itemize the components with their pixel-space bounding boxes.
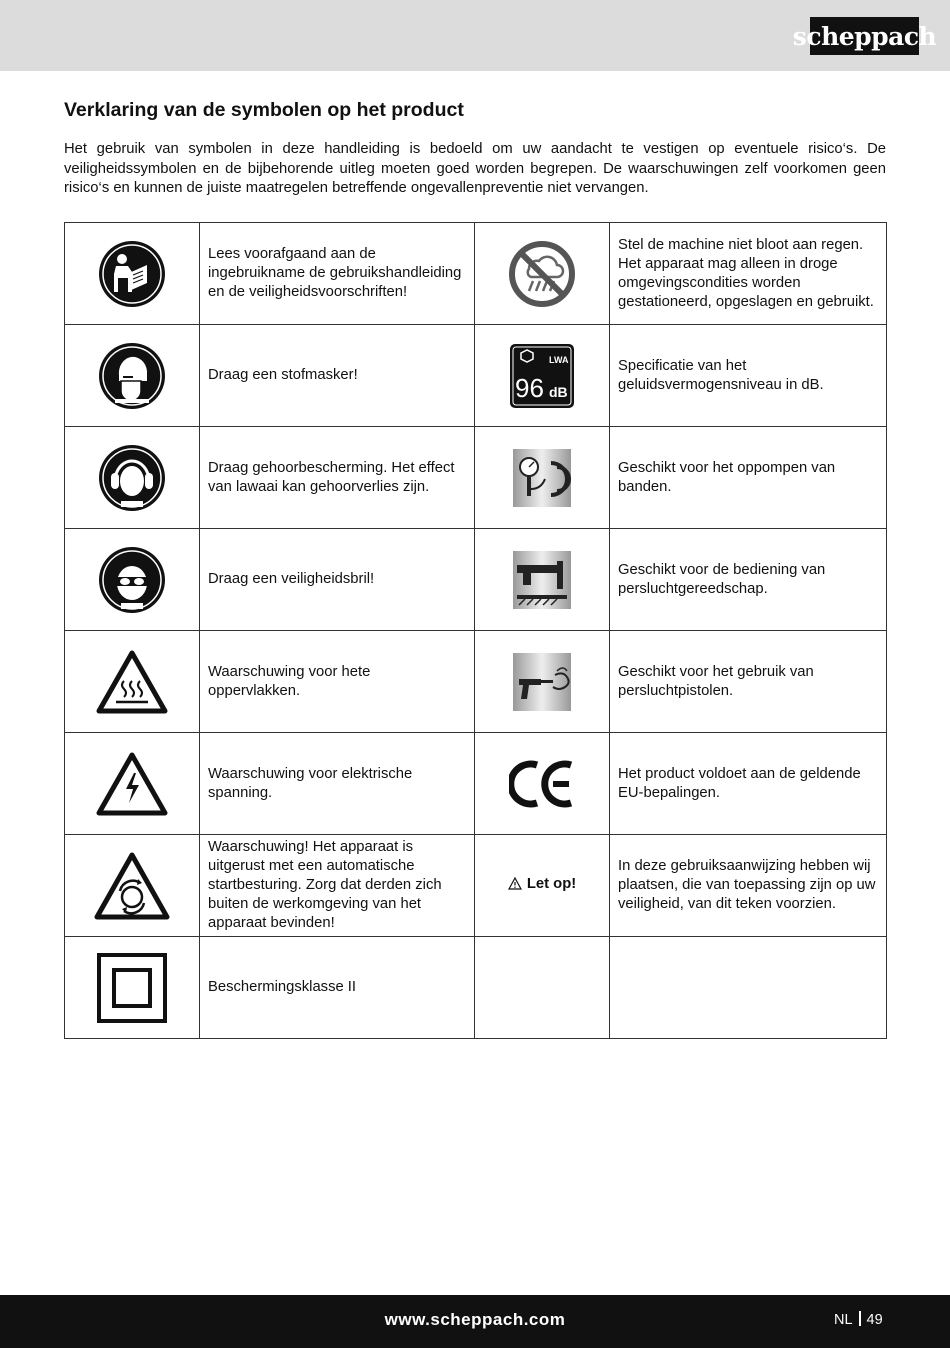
symbol-description: Draag een veiligheidsbril!: [200, 529, 475, 631]
sound-power-value: 96: [515, 372, 544, 403]
page-number: 49: [866, 1312, 883, 1328]
symbol-description: Geschikt voor de bediening van persluchtgereedschap.: [610, 529, 887, 631]
page-separator: [859, 1311, 861, 1326]
electric-voltage-icon: [65, 733, 200, 835]
automatic-start-icon: [65, 835, 200, 937]
symbol-description: Draag een stofmasker!: [200, 325, 475, 427]
symbol-description: Stel de machine niet bloot aan regen. Het apparaat mag alleen in droge omgevingscondities worden gestationeerd, opgeslagen en gebruikt.: [610, 223, 887, 325]
no-rain-icon: [475, 223, 610, 325]
scheppach-logo: scheppach: [810, 17, 919, 55]
table-row: [65, 325, 887, 427]
ce-mark-icon: [475, 733, 610, 835]
air-gun-icon: [475, 631, 610, 733]
symbols-table: [64, 222, 887, 1039]
table-row: [65, 937, 887, 1039]
footer-bar: [0, 1295, 950, 1348]
symbol-description: Lees voorafgaand aan de ingebruikname de gebruikshandleiding en de veiligheidsvoorschriften!: [200, 223, 475, 325]
sound-power-label: LWA: [549, 354, 569, 365]
symbol-description: Specificatie van het geluidsvermogensniveau in dB.: [610, 325, 887, 427]
table-row: [65, 223, 887, 325]
air-tool-icon: [475, 529, 610, 631]
symbol-description: Geschikt voor het oppompen van banden.: [610, 427, 887, 529]
small-warning-triangle-icon: [508, 877, 522, 890]
read-manual-icon: [65, 223, 200, 325]
ear-protection-icon: [65, 427, 200, 529]
page-title: Verklaring van de symbolen op het product: [64, 99, 464, 121]
sound-power-icon: [475, 325, 610, 427]
symbol-description: Waarschuwing! Het apparaat is uitgerust met een automatische startbesturing. Zorg dat derden zich buiten de werkomgeving van het apparaat bevinden!: [200, 835, 475, 937]
dust-mask-icon: [65, 325, 200, 427]
intro-paragraph: Het gebruik van symbolen in deze handleiding is bedoeld om uw aandacht te vestigen op eventuele risico‘s. De veiligheidssymbolen en de bijbehorende uitleg moeten goed worden begrepen. De waarschuwingen zelf voorkomen geen risico‘s en kunnen de juiste maatregelen betreffende ongevallenpreventie niet vervangen.: [64, 141, 886, 196]
symbol-description: In deze gebruiksaanwijzing hebben wij plaatsen, die van toepassing zijn op uw veiligheid, van dit teken voorzien.: [610, 835, 887, 937]
table-row: [65, 733, 887, 835]
table-row: [65, 835, 887, 937]
footer-website-link[interactable]: www.scheppach.com: [384, 1310, 566, 1329]
warning-triangle-icon: [475, 835, 610, 937]
sound-power-unit: dB: [549, 383, 568, 400]
symbol-description: Waarschuwing voor hete oppervlakken.: [200, 631, 475, 733]
empty-cell: [475, 937, 610, 1039]
symbol-description: Het product voldoet aan de geldende EU-bepalingen.: [610, 733, 887, 835]
symbol-description: Beschermingsklasse II: [200, 937, 475, 1039]
symbol-description: Waarschuwing voor elektrische spanning.: [200, 733, 475, 835]
table-row: [65, 631, 887, 733]
tire-inflation-icon: [475, 427, 610, 529]
symbol-description: Geschikt voor het gebruik van persluchtpistolen.: [610, 631, 887, 733]
symbol-description: Draag gehoorbescherming. Het effect van lawaai kan gehoorverlies zijn.: [200, 427, 475, 529]
empty-cell: [610, 937, 887, 1039]
hot-surface-icon: [65, 631, 200, 733]
let-op-label: Let op!: [526, 875, 577, 892]
page-indicator: [834, 1311, 883, 1328]
table-row: [65, 529, 887, 631]
protection-class-ii-icon: [65, 937, 200, 1039]
safety-goggles-icon: [65, 529, 200, 631]
language-code: NL: [834, 1312, 853, 1328]
table-row: [65, 427, 887, 529]
